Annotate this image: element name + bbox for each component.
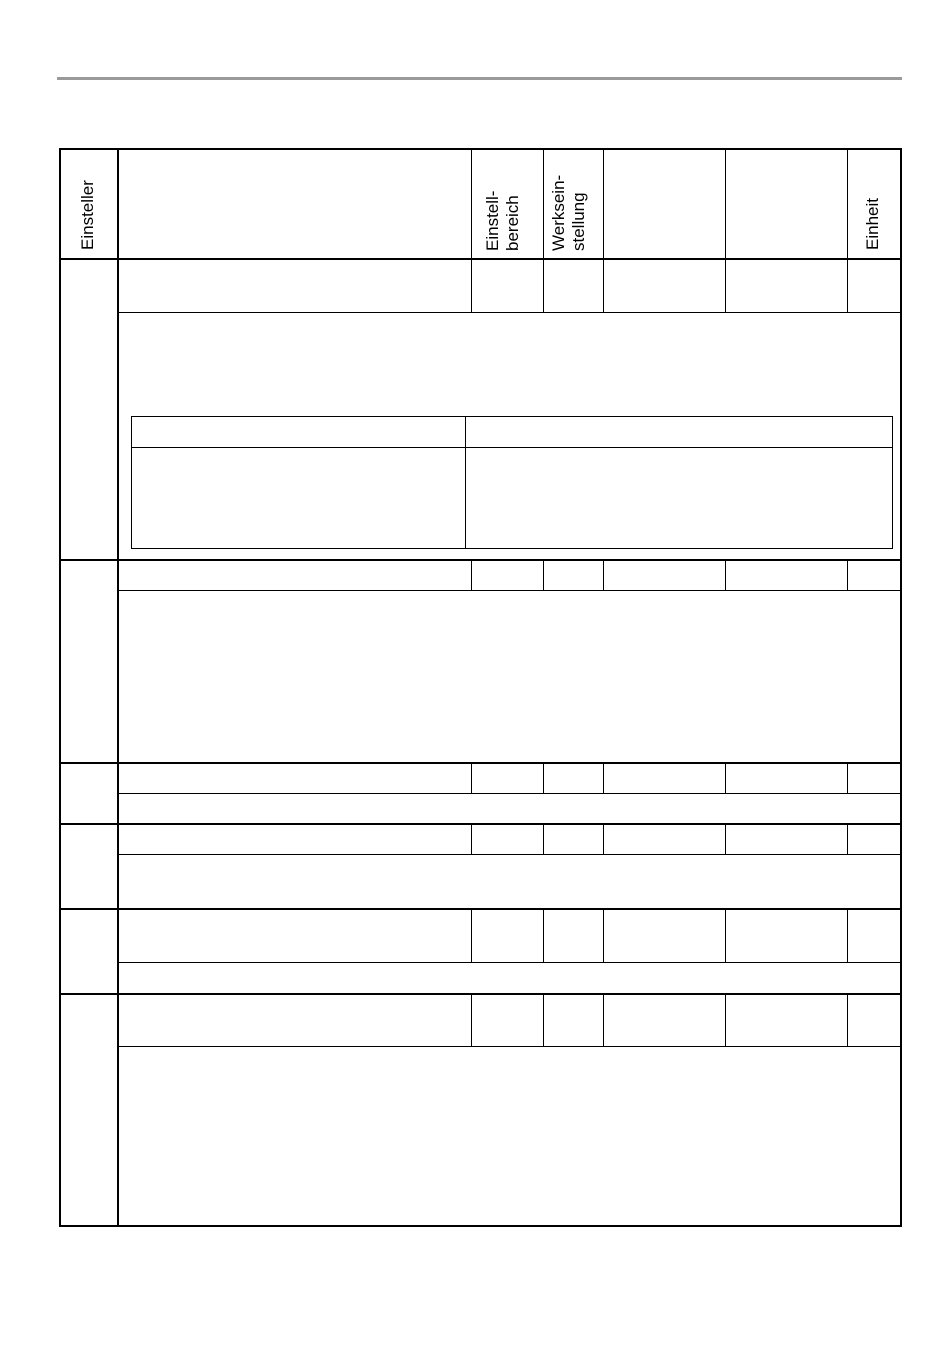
inner-table-border xyxy=(131,548,893,549)
param-row-divider xyxy=(118,1046,901,1047)
param-col-divider xyxy=(603,762,604,794)
param-row-divider xyxy=(118,854,901,855)
table-border-right xyxy=(900,148,902,1227)
param-col-divider xyxy=(847,258,848,313)
param-row-divider xyxy=(118,793,901,794)
param-col-divider xyxy=(543,762,544,794)
header-col-divider xyxy=(471,148,472,260)
param-col-divider xyxy=(603,823,604,855)
param-col-divider xyxy=(725,993,726,1047)
param-col-divider xyxy=(603,993,604,1047)
group-divider xyxy=(59,993,902,995)
header-col-divider xyxy=(725,148,726,260)
param-row-divider xyxy=(118,962,901,963)
param-col-divider xyxy=(847,908,848,963)
group-divider xyxy=(59,559,902,561)
param-col-divider xyxy=(725,908,726,963)
param-col-divider xyxy=(471,908,472,963)
param-col-divider xyxy=(847,762,848,794)
table-border-top xyxy=(59,148,902,150)
header-col-divider xyxy=(603,148,604,260)
group-divider xyxy=(59,823,902,825)
param-col-divider xyxy=(543,908,544,963)
param-col-divider xyxy=(471,762,472,794)
param-col-divider xyxy=(471,823,472,855)
param-col-divider xyxy=(725,559,726,591)
param-col-divider xyxy=(603,559,604,591)
param-row-divider xyxy=(118,590,901,591)
param-col-divider xyxy=(725,258,726,313)
inner-table-border xyxy=(131,447,893,448)
param-row-divider xyxy=(118,312,901,313)
param-col-divider xyxy=(543,993,544,1047)
param-col-divider xyxy=(725,823,726,855)
table-border-left xyxy=(59,148,61,1227)
header-einheit: Einheit xyxy=(863,198,882,250)
group-divider xyxy=(59,908,902,910)
param-col-divider xyxy=(471,559,472,591)
header-row-divider xyxy=(59,258,902,260)
param-col-divider xyxy=(471,258,472,313)
param-col-divider xyxy=(847,993,848,1047)
inner-table-border xyxy=(892,416,893,549)
inner-table-border xyxy=(131,416,893,417)
header-col-divider xyxy=(543,148,544,260)
param-col-divider xyxy=(847,823,848,855)
header-col-divider xyxy=(847,148,848,260)
param-col-divider xyxy=(603,908,604,963)
param-col-divider xyxy=(543,559,544,591)
header-rule xyxy=(57,77,902,80)
param-col-divider xyxy=(603,258,604,313)
inner-table-border xyxy=(131,416,132,549)
param-col-divider xyxy=(543,258,544,313)
param-col-divider xyxy=(543,823,544,855)
param-col-divider xyxy=(725,762,726,794)
einsteller-column-divider xyxy=(117,148,119,1227)
header-einsteller: Einsteller xyxy=(78,180,97,250)
table-border-bottom xyxy=(59,1225,902,1227)
param-col-divider xyxy=(471,993,472,1047)
header-werkseinstellung: Werksein- stellung xyxy=(549,174,588,251)
inner-table-border xyxy=(465,416,466,549)
param-col-divider xyxy=(847,559,848,591)
group-divider xyxy=(59,762,902,764)
header-einstellbereich: Einstell- bereich xyxy=(483,190,522,251)
